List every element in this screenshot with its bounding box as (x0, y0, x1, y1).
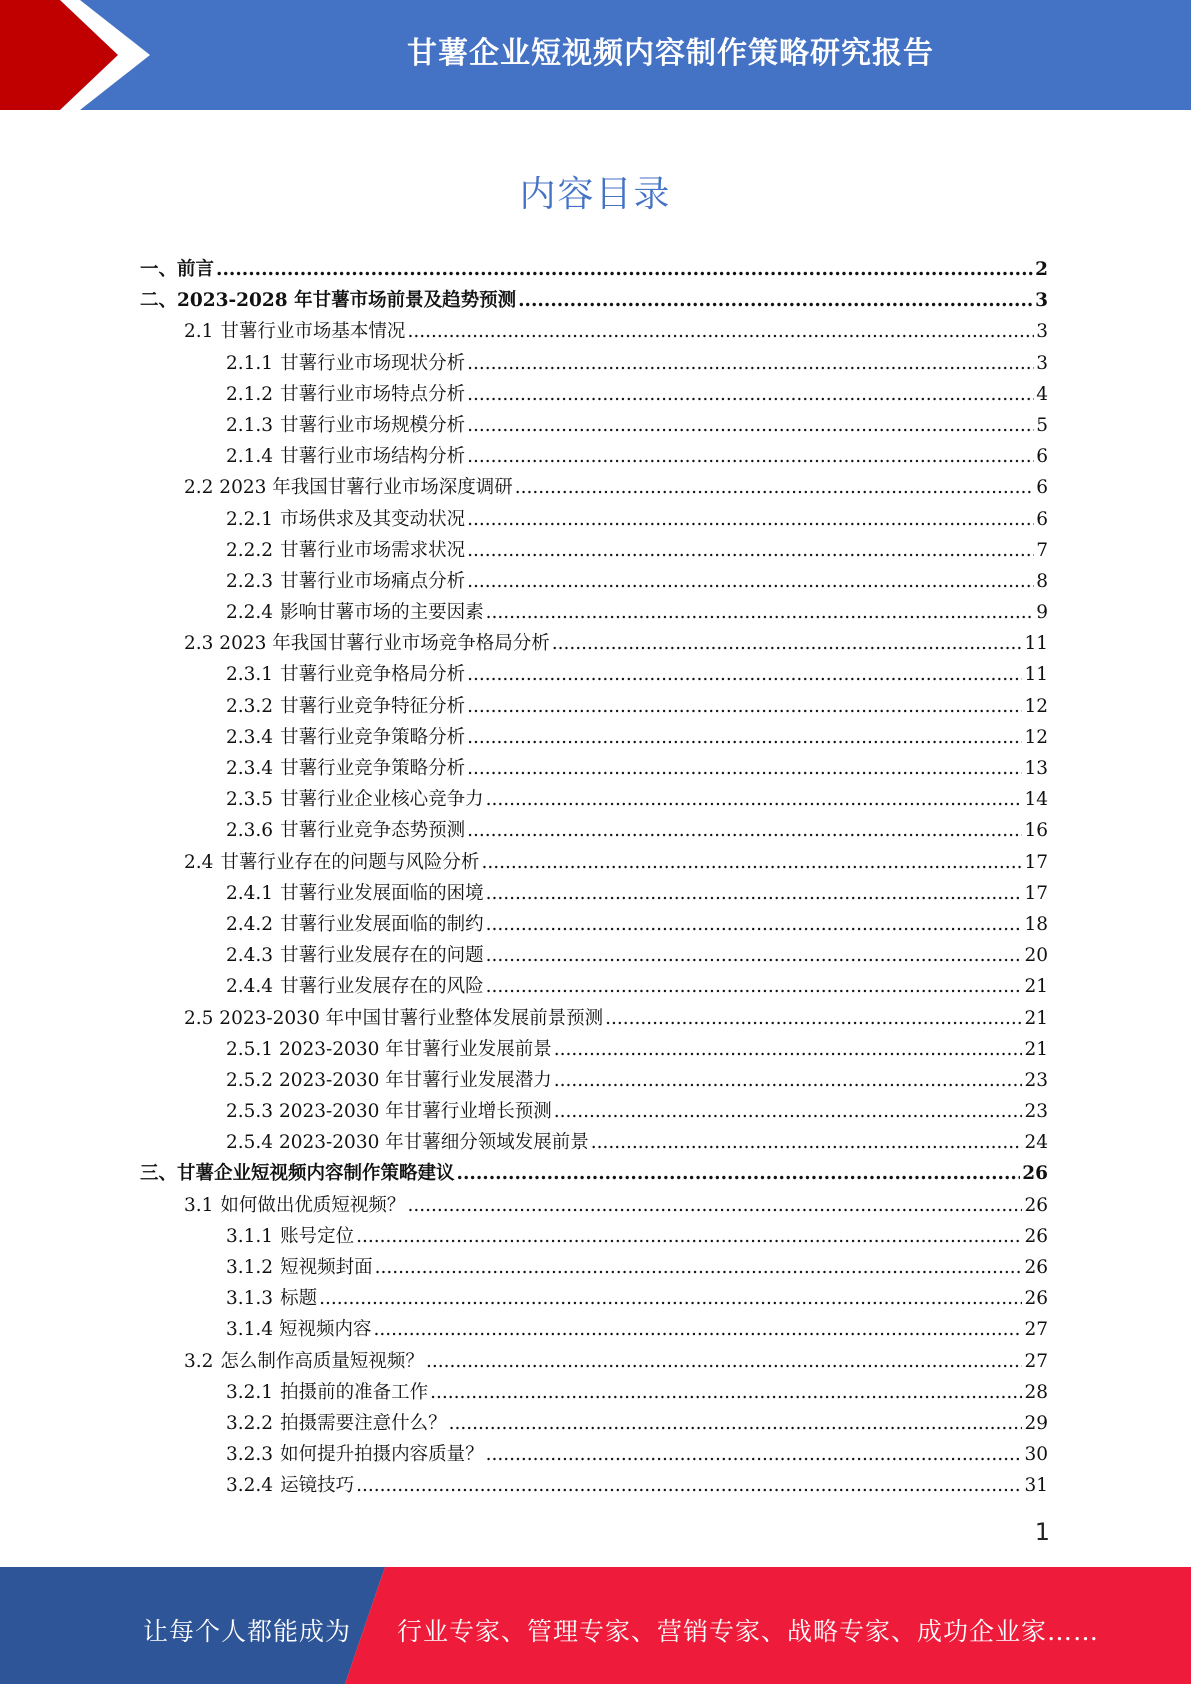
toc-entry-number: 3.1 (184, 1194, 214, 1216)
toc-entry[interactable] (140, 659, 1048, 690)
toc-entry-page: 6 (1036, 446, 1048, 468)
toc-entry-number: 2.1.2 (226, 383, 274, 405)
toc-entry-page: 27 (1024, 1350, 1048, 1372)
toc-entry-number: 3.1.3 (226, 1288, 274, 1310)
toc-dot-leader (449, 1408, 1023, 1439)
toc-entry[interactable] (140, 254, 1048, 285)
toc-entry-page: 20 (1024, 945, 1048, 967)
toc-entry-number: 2.2.1 (226, 508, 274, 530)
toc-entry-title: 三、甘薯企业短视频内容制作策略建议 (140, 1163, 455, 1185)
toc-entry-title: 拍摄前的准备工作 (280, 1381, 429, 1403)
toc-dot-leader (457, 1158, 1021, 1189)
toc-dot-leader (467, 441, 1034, 472)
toc-entry[interactable] (140, 1314, 1048, 1345)
toc-entry[interactable] (140, 815, 1048, 846)
page-footer (0, 1567, 1191, 1684)
toc-entry-number: 2.3.4 (226, 726, 274, 748)
toc-dot-leader (467, 722, 1022, 753)
toc-dot-leader (554, 1065, 1023, 1096)
toc-entry[interactable] (140, 1221, 1048, 1252)
toc-entry-title: 甘薯行业发展存在的问题 (280, 945, 484, 967)
toc-entry[interactable] (140, 379, 1048, 410)
toc-entry-title: 2.5.1 2023-2030 年甘薯行业发展前景 (226, 1038, 552, 1060)
toc-entry-page: 23 (1024, 1101, 1048, 1123)
toc-entry-page: 21 (1024, 976, 1048, 998)
toc-entry-number: 2.1.1 (226, 352, 274, 374)
toc-dot-leader (467, 566, 1034, 597)
toc-entry-title: 甘薯行业市场规模分析 (280, 414, 466, 436)
toc-entry[interactable] (140, 878, 1048, 909)
toc-dot-leader (467, 659, 1022, 690)
toc-entry[interactable] (140, 535, 1048, 566)
toc-entry-number: 2.3.1 (226, 664, 274, 686)
toc-entry-number: 3.1.2 (226, 1257, 274, 1278)
table-of-contents (140, 254, 1048, 1502)
toc-entry-number: 3.2.4 (226, 1475, 274, 1497)
toc-entry-number: 2.4.4 (226, 976, 274, 998)
toc-entry[interactable] (140, 628, 1048, 659)
toc-entry-title: 拍摄需要注意什么？ (280, 1412, 447, 1434)
toc-entry-title: 2.5.4 2023-2030 年甘薯细分领域发展前景 (226, 1132, 589, 1154)
toc-entry-number: 2.1 (184, 321, 214, 343)
toc-dot-leader (467, 504, 1034, 535)
toc-entry[interactable] (140, 753, 1048, 784)
toc-entry-title: 甘薯行业发展面临的制约 (280, 913, 484, 935)
toc-dot-leader (216, 254, 1033, 285)
toc-entry-number: 2.1.4 (226, 446, 274, 468)
toc-entry-page: 16 (1024, 820, 1048, 842)
toc-entry-page: 26 (1024, 1225, 1048, 1247)
toc-entry[interactable] (140, 1034, 1048, 1065)
toc-entry[interactable] (140, 1096, 1048, 1127)
toc-entry-number: 2.2.2 (226, 539, 274, 561)
toc-entry-page: 29 (1024, 1412, 1048, 1434)
toc-entry-title: 甘薯行业竞争策略分析 (280, 726, 466, 748)
toc-entry-page: 6 (1036, 508, 1048, 530)
toc-dot-leader (467, 691, 1022, 722)
toc-entry-title: 2.3 2023 年我国甘薯行业市场竞争格局分析 (184, 633, 550, 655)
toc-entry-number: 2.1.3 (226, 414, 274, 436)
toc-entry-title: 如何做出优质短视频？ (220, 1194, 406, 1216)
toc-entry-title: 甘薯行业竞争格局分析 (280, 664, 466, 686)
toc-entry-number: 3.2.2 (226, 1412, 274, 1434)
toc-entry-number: 2.4.1 (226, 882, 274, 904)
toc-entry[interactable] (140, 1377, 1048, 1408)
toc-entry[interactable] (140, 722, 1048, 753)
toc-entry-title: 短视频封面 (280, 1257, 373, 1278)
page-header (0, 0, 1191, 110)
toc-entry-title: 甘薯行业发展面临的困境 (280, 882, 484, 904)
toc-dot-leader (426, 1346, 1023, 1377)
toc-entry[interactable] (140, 1158, 1048, 1189)
toc-entry[interactable] (140, 441, 1048, 472)
toc-entry-page: 26 (1022, 1163, 1048, 1185)
toc-dot-leader (467, 535, 1034, 566)
toc-entry-number: 2.3.2 (226, 695, 274, 717)
toc-entry-title: 甘薯行业市场痛点分析 (280, 570, 466, 592)
toc-heading: 内容目录 (519, 174, 672, 215)
toc-entry[interactable] (140, 691, 1048, 722)
toc-entry-page: 11 (1024, 633, 1048, 655)
toc-entry[interactable] (140, 1408, 1048, 1439)
toc-entry[interactable] (140, 316, 1048, 347)
toc-dot-leader (407, 1190, 1022, 1221)
toc-entry-page: 12 (1024, 695, 1048, 717)
toc-entry-page: 21 (1024, 1038, 1048, 1060)
toc-entry[interactable] (140, 348, 1048, 379)
toc-entry-number: 3.1.1 (226, 1225, 274, 1247)
toc-dot-leader (373, 1314, 1022, 1345)
toc-entry-title: 甘薯行业市场特点分析 (280, 383, 466, 405)
toc-entry-page: 21 (1024, 1007, 1048, 1029)
toc-entry[interactable] (140, 1190, 1048, 1221)
toc-entry-page: 26 (1024, 1194, 1048, 1216)
toc-entry-page: 18 (1024, 913, 1048, 935)
toc-entry-title: 2.5 2023-2030 年中国甘薯行业整体发展前景预测 (184, 1007, 604, 1029)
toc-entry-number: 2.3.4 (226, 758, 274, 779)
toc-entry[interactable] (140, 940, 1048, 971)
toc-entry-title: 甘薯行业竞争策略分析 (280, 758, 466, 779)
toc-entry-page: 9 (1036, 602, 1048, 624)
toc-entry-number: 2.4 (184, 851, 214, 873)
toc-dot-leader (486, 1439, 1023, 1470)
toc-entry-page: 6 (1036, 477, 1048, 499)
toc-entry-title: 如何提升拍摄内容质量？ (280, 1444, 484, 1466)
toc-dot-leader (467, 348, 1034, 379)
toc-entry[interactable] (140, 1003, 1048, 1034)
toc-entry-page: 8 (1036, 570, 1048, 592)
toc-entry-number: 2.3.6 (226, 820, 274, 842)
toc-entry-number: 2.2.3 (226, 570, 274, 592)
toc-entry-number: 2.2.4 (226, 602, 274, 624)
toc-entry-page: 24 (1024, 1132, 1048, 1154)
toc-entry-number: 3.2 (184, 1350, 214, 1372)
toc-dot-leader (467, 753, 1022, 784)
page-number: 1 (1034, 1518, 1050, 1546)
toc-dot-leader (467, 815, 1022, 846)
toc-entry[interactable] (140, 1065, 1048, 1096)
toc-dot-leader (515, 472, 1034, 503)
toc-dot-leader (430, 1377, 1022, 1408)
toc-entry-page: 11 (1024, 664, 1048, 686)
toc-dot-leader (407, 316, 1034, 347)
toc-entry-title: 2.5.3 2023-2030 年甘薯行业增长预测 (226, 1101, 552, 1123)
toc-entry[interactable] (140, 410, 1048, 441)
toc-entry[interactable] (140, 847, 1048, 878)
toc-dot-leader (467, 410, 1034, 441)
toc-entry-page: 23 (1024, 1069, 1048, 1091)
toc-dot-leader (486, 784, 1023, 815)
toc-entry[interactable] (140, 1283, 1048, 1314)
footer-slogan-left: 让每个人都能成为 (143, 1617, 352, 1646)
toc-entry-page: 26 (1024, 1288, 1048, 1310)
toc-entry-title: 甘薯行业竞争态势预测 (280, 820, 466, 842)
toc-dot-leader (486, 940, 1023, 971)
toc-dot-leader (591, 1127, 1023, 1158)
toc-entry[interactable] (140, 472, 1048, 503)
toc-entry[interactable] (140, 504, 1048, 535)
toc-entry[interactable] (140, 597, 1048, 628)
toc-entry-title: 2.2 2023 年我国甘薯行业市场深度调研 (184, 477, 513, 499)
toc-entry-page: 4 (1036, 383, 1048, 405)
toc-entry[interactable] (140, 1252, 1048, 1283)
toc-dot-leader (319, 1283, 1022, 1314)
toc-entry-title: 市场供求及其变动状况 (280, 508, 466, 530)
toc-entry-title: 甘薯行业企业核心竞争力 (280, 789, 484, 811)
toc-dot-leader (375, 1252, 1023, 1283)
toc-entry-title: 甘薯行业发展存在的风险 (280, 976, 484, 998)
toc-entry[interactable] (140, 1346, 1048, 1377)
toc-entry-page: 26 (1024, 1257, 1048, 1278)
toc-entry-page: 31 (1024, 1475, 1048, 1497)
toc-entry-title: 甘薯行业市场结构分析 (280, 446, 466, 468)
footer-slogan-right: 行业专家、管理专家、营销专家、战略专家、成功企业家…… (397, 1617, 1100, 1646)
toc-dot-leader (486, 909, 1023, 940)
toc-dot-leader (605, 1003, 1022, 1034)
toc-entry[interactable] (140, 1439, 1048, 1470)
toc-entry-page: 28 (1024, 1381, 1048, 1403)
toc-entry-number: 3.2.3 (226, 1444, 274, 1466)
toc-dot-leader (552, 628, 1023, 659)
toc-entry-title: 甘薯行业市场需求状况 (280, 539, 466, 561)
toc-entry-title: 账号定位 (280, 1225, 355, 1247)
toc-dot-leader (518, 285, 1033, 316)
toc-dot-leader (467, 379, 1034, 410)
toc-entry-title: 甘薯行业市场现状分析 (280, 352, 466, 374)
toc-entry[interactable] (140, 285, 1048, 316)
toc-dot-leader (356, 1221, 1022, 1252)
toc-entry-title: 2.5.2 2023-2030 年甘薯行业发展潜力 (226, 1069, 552, 1091)
toc-entry[interactable] (140, 784, 1048, 815)
toc-entry-page: 13 (1024, 758, 1048, 779)
toc-entry-number: 2.4.3 (226, 945, 274, 967)
toc-entry-page: 3 (1036, 321, 1048, 343)
toc-entry-page: 7 (1036, 539, 1048, 561)
toc-entry-number: 2.4.2 (226, 913, 274, 935)
toc-entry-page: 3 (1036, 352, 1048, 374)
toc-entry-title: 3.1.4 短视频内容 (226, 1319, 372, 1341)
toc-dot-leader (486, 597, 1034, 628)
toc-entry-page: 5 (1036, 414, 1048, 436)
toc-entry-page: 2 (1035, 259, 1048, 280)
toc-entry[interactable] (140, 971, 1048, 1002)
toc-dot-leader (481, 847, 1022, 878)
toc-entry-page: 17 (1024, 882, 1048, 904)
toc-entry[interactable] (140, 566, 1048, 597)
toc-entry-title: 影响甘薯市场的主要因素 (280, 602, 484, 624)
toc-dot-leader (554, 1034, 1023, 1065)
toc-entry-title: 怎么制作高质量短视频？ (220, 1350, 424, 1372)
toc-entry-page: 14 (1024, 789, 1048, 811)
toc-entry-page: 3 (1035, 290, 1048, 312)
toc-entry-title: 运镜技巧 (280, 1475, 355, 1497)
toc-entry-title: 一、前言 (140, 259, 215, 280)
toc-entry-page: 27 (1024, 1319, 1048, 1341)
toc-entry-title: 甘薯行业市场基本情况 (220, 321, 406, 343)
toc-entry-number: 2.3.5 (226, 789, 274, 811)
toc-dot-leader (486, 971, 1023, 1002)
toc-entry[interactable] (140, 1127, 1048, 1158)
toc-entry[interactable] (140, 1470, 1048, 1501)
toc-entry-page: 17 (1024, 851, 1048, 873)
toc-dot-leader (356, 1470, 1022, 1501)
toc-entry-title: 标题 (280, 1288, 318, 1310)
toc-entry[interactable] (140, 909, 1048, 940)
toc-entry-page: 12 (1024, 726, 1048, 748)
toc-entry-title: 甘薯行业存在的问题与风险分析 (220, 851, 480, 873)
toc-entry-page: 30 (1024, 1444, 1048, 1466)
toc-entry-title: 二、2023-2028 年甘薯市场前景及趋势预测 (140, 290, 517, 312)
toc-dot-leader (554, 1096, 1023, 1127)
toc-dot-leader (486, 878, 1023, 909)
toc-entry-title: 甘薯行业竞争特征分析 (280, 695, 466, 717)
document-title: 甘薯企业短视频内容制作策略研究报告 (407, 36, 934, 71)
toc-entry-number: 3.2.1 (226, 1381, 274, 1403)
